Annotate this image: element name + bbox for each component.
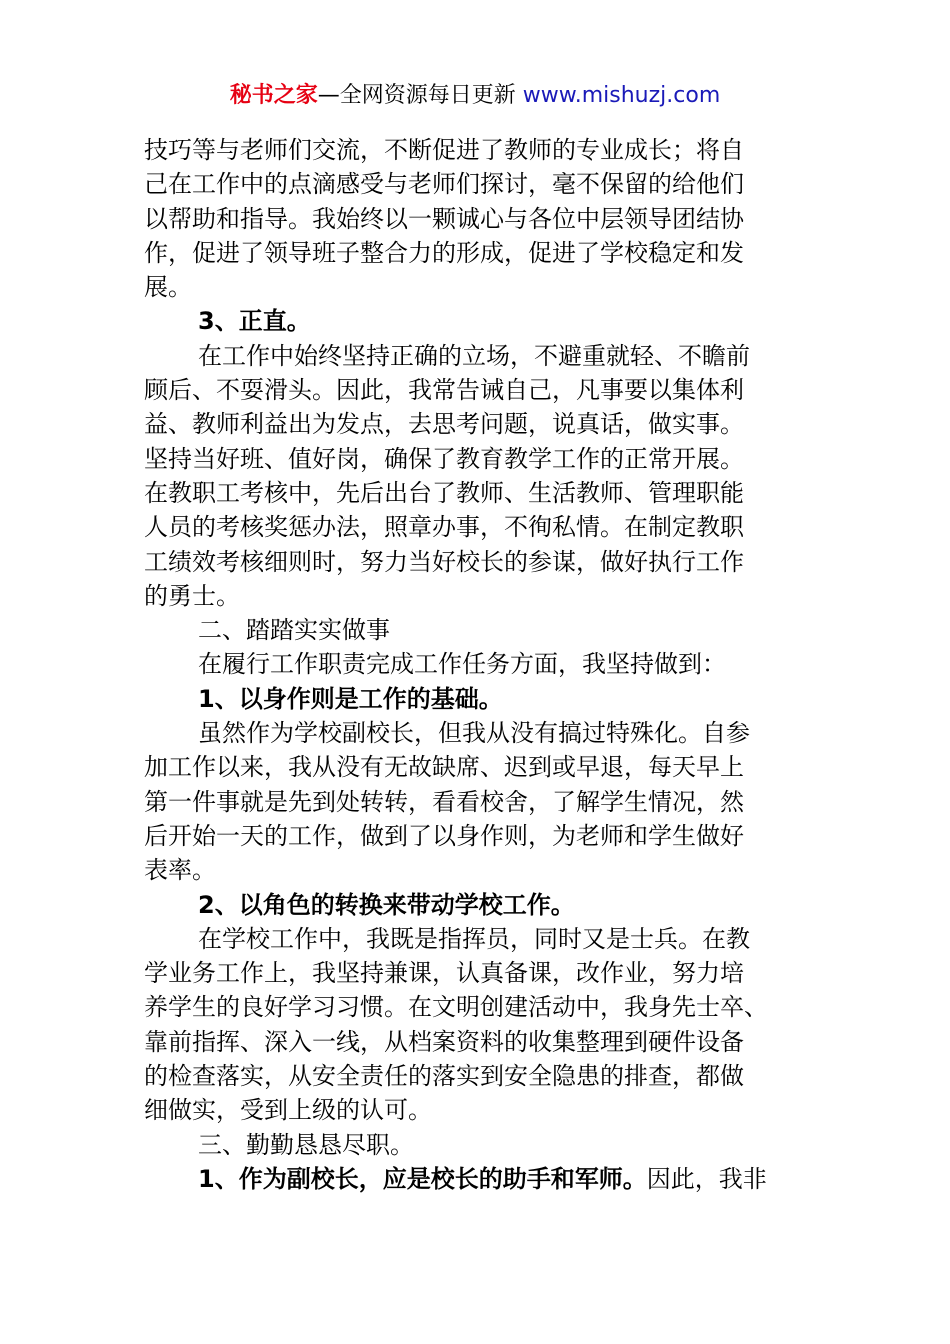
paragraph-line: 以帮助和指导。我始终以一颗诚心与各位中层领导团结协 xyxy=(144,204,744,233)
site-header xyxy=(0,80,950,112)
section-heading-line: 3、正直。 xyxy=(198,307,311,336)
paragraph-line: 工绩效考核细则时，努力当好校长的参谋，做好执行工作 xyxy=(144,547,744,576)
site-brand: 秘书之家 xyxy=(229,83,318,108)
paragraph-line: 人员的考核奖惩办法，照章办事，不徇私情。在制定教职 xyxy=(144,513,744,542)
inline-bold-heading: 1、作为副校长，应是校长的助手和军师。 xyxy=(198,1164,647,1193)
document-body xyxy=(144,133,824,1196)
paragraph-line: 的勇士。 xyxy=(144,581,240,610)
paragraph-line: 加工作以来，我从没有无故缺席、迟到或早退，每天早上 xyxy=(144,753,744,782)
site-url-link[interactable]: www.mishuzj.com xyxy=(522,83,721,108)
paragraph-line: 表率。 xyxy=(144,856,216,885)
paragraph-line: 己在工作中的点滴感受与老师们探讨，毫不保留的给他们 xyxy=(144,170,744,199)
paragraph-line: 后开始一天的工作，做到了以身作则，为老师和学生做好 xyxy=(144,821,744,850)
paragraph-line: 学业务工作上，我坚持兼课，认真备课，改作业，努力培 xyxy=(144,959,744,988)
paragraph-line: 第一件事就是先到处转转，看看校舍，了解学生情况，然 xyxy=(144,787,744,816)
paragraph-line: 展。 xyxy=(144,273,192,302)
paragraph-line: 在教职工考核中，先后出台了教师、生活教师、管理职能 xyxy=(144,478,744,507)
paragraph-line: 益、教师利益出为发点，去思考问题，说真话，做实事。 xyxy=(144,410,744,439)
paragraph-line: 的检查落实，从安全责任的落实到安全隐患的排查，都做 xyxy=(144,1062,744,1091)
paragraph-line: 二、踏踏实实做事 xyxy=(198,616,390,645)
paragraph-line: 坚持当好班、值好岗，确保了教育教学工作的正常开展。 xyxy=(144,444,744,473)
paragraph-line xyxy=(144,1162,824,1196)
inline-text: 因此，我非 xyxy=(646,1164,767,1193)
paragraph-line: 在履行工作职责完成工作任务方面，我坚持做到： xyxy=(198,650,726,679)
paragraph-line: 养学生的良好学习习惯。在文明创建活动中，我身先士卒、 xyxy=(144,993,768,1022)
section-heading-line: 2、以角色的转换来带动学校工作。 xyxy=(198,890,575,919)
site-tagline: —全网资源每日更新 xyxy=(317,83,523,108)
paragraph-line: 作，促进了领导班子整合力的形成，促进了学校稳定和发 xyxy=(144,238,744,267)
section-heading-line: 1、以身作则是工作的基础。 xyxy=(198,684,503,713)
paragraph-line: 顾后、不耍滑头。因此，我常告诫自己，凡事要以集体利 xyxy=(144,376,744,405)
paragraph-line: 在学校工作中，我既是指挥员，同时又是士兵。在教 xyxy=(198,924,750,953)
paragraph-line: 技巧等与老师们交流，不断促进了教师的专业成长；将自 xyxy=(144,136,744,164)
paragraph-line: 在工作中始终坚持正确的立场，不避重就轻、不瞻前 xyxy=(198,341,750,370)
paragraph-line: 三、勤勤恳恳尽职。 xyxy=(198,1130,414,1159)
paragraph-line: 靠前指挥、深入一线，从档案资料的收集整理到硬件设备 xyxy=(144,1027,744,1056)
paragraph-line: 细做实，受到上级的认可。 xyxy=(144,1096,432,1125)
paragraph-line: 虽然作为学校副校长，但我从没有搞过特殊化。自参 xyxy=(198,719,750,748)
